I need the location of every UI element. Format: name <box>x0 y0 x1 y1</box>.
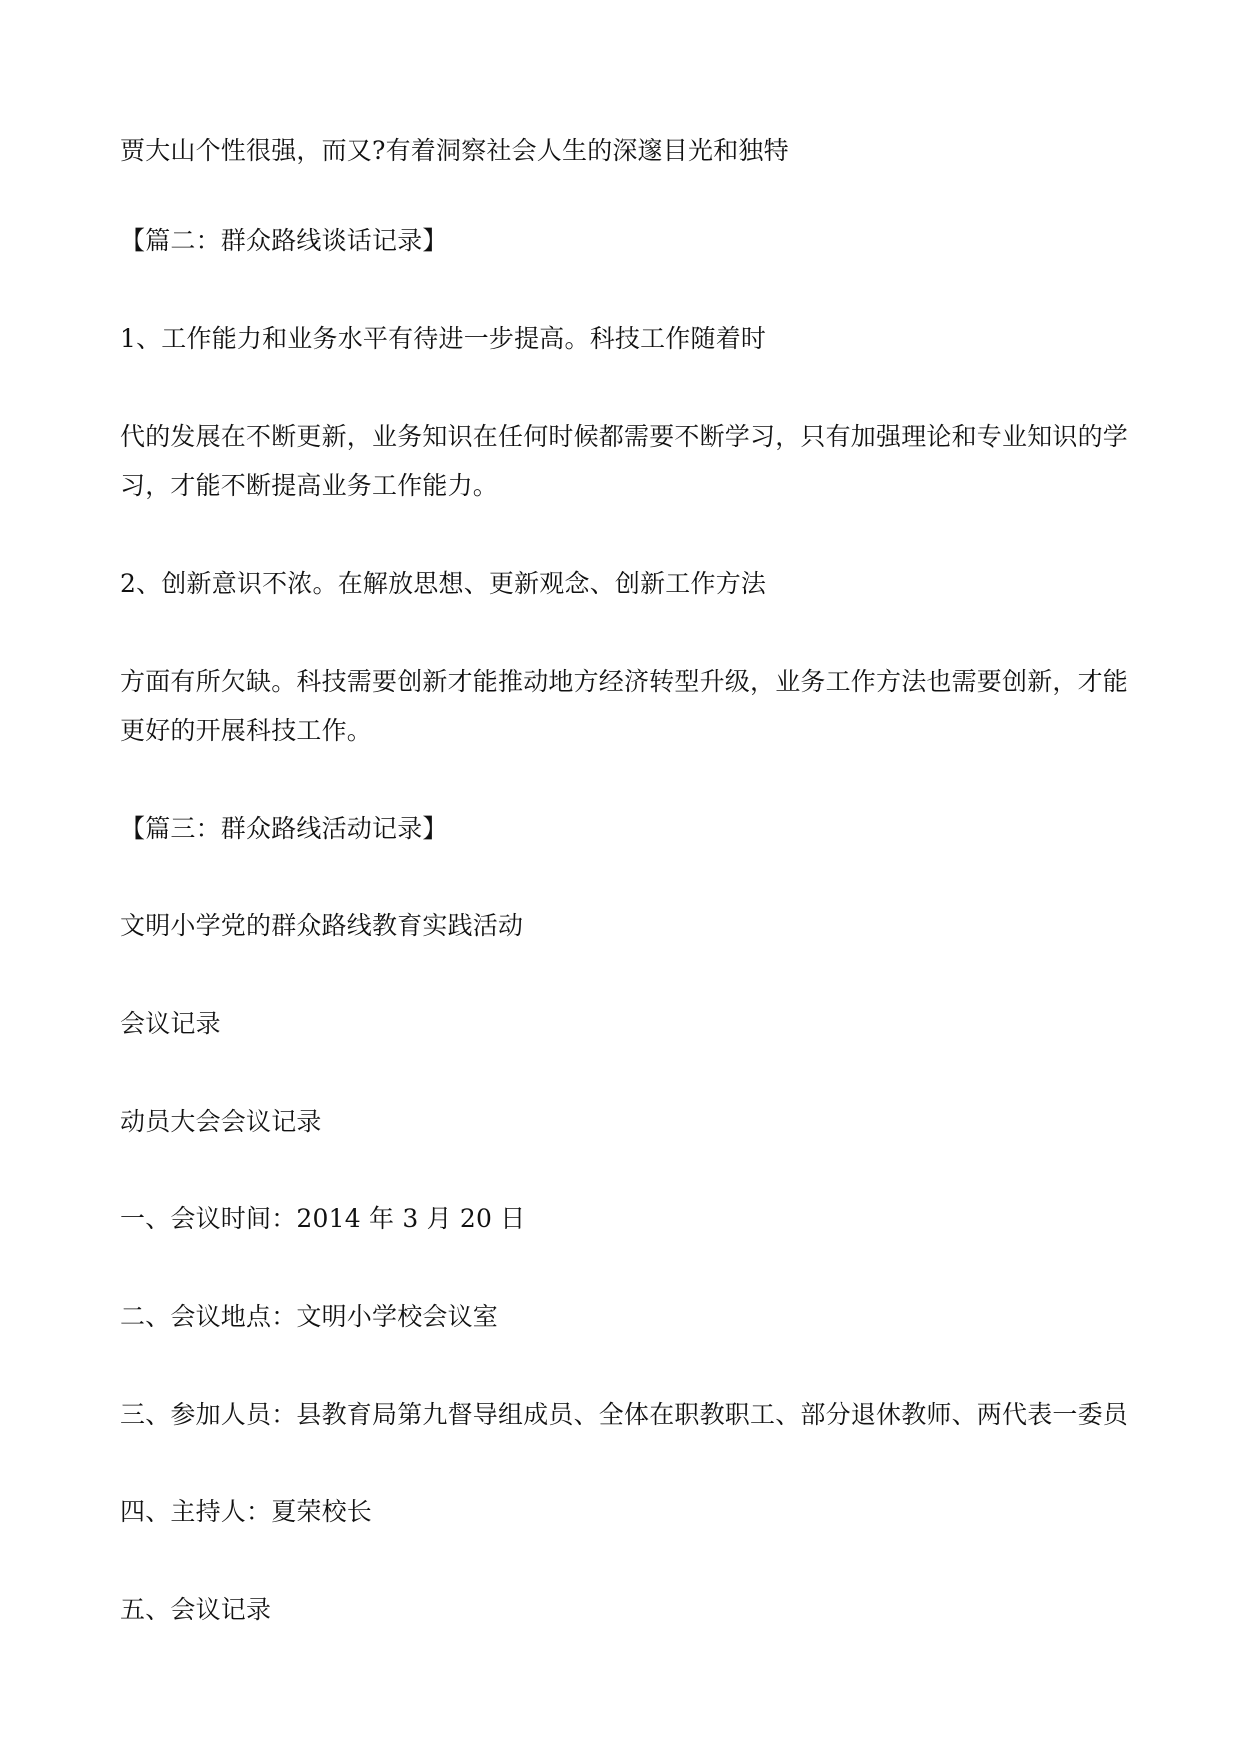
item-1-continuation: 代的发展在不断更新，业务知识在任何时候都需要不断学习，只有加强理论和专业知识的学习，才能不断提高业务工作能力。 <box>120 422 1129 500</box>
section-heading-3: 【篇三：群众路线活动记录】 <box>120 814 448 843</box>
meeting-attendees: 三、参加人员：县教育局第九督导组成员、全体在职教职工、部分退休教师、两代表一委员 <box>120 1400 1129 1429</box>
item-2-first-line: 2、创新意识不浓。在解放思想、更新观念、创新工作方法 <box>120 569 767 598</box>
section-heading-2: 【篇二：群众路线谈话记录】 <box>120 226 448 255</box>
intro-text-line: 贾大山个性很强，而又?有着洞察社会人生的深邃目光和独特 <box>120 136 789 165</box>
activity-title: 文明小学党的群众路线教育实践活动 <box>120 911 524 940</box>
mobilization-meeting-title: 动员大会会议记录 <box>120 1107 322 1136</box>
meeting-record-label: 会议记录 <box>120 1009 221 1038</box>
meeting-record-heading: 五、会议记录 <box>120 1595 272 1624</box>
item-1-first-line: 1、工作能力和业务水平有待进一步提高。科技工作随着时 <box>120 324 767 353</box>
meeting-host: 四、主持人：夏荣校长 <box>120 1497 373 1526</box>
meeting-time: 一、会议时间：2014 年 3 月 20 日 <box>120 1204 526 1233</box>
item-2-continuation: 方面有所欠缺。科技需要创新才能推动地方经济转型升级，业务工作方法也需要创新，才能更好的开展科技工作。 <box>120 667 1129 745</box>
meeting-location: 二、会议地点：文明小学校会议室 <box>120 1302 499 1331</box>
